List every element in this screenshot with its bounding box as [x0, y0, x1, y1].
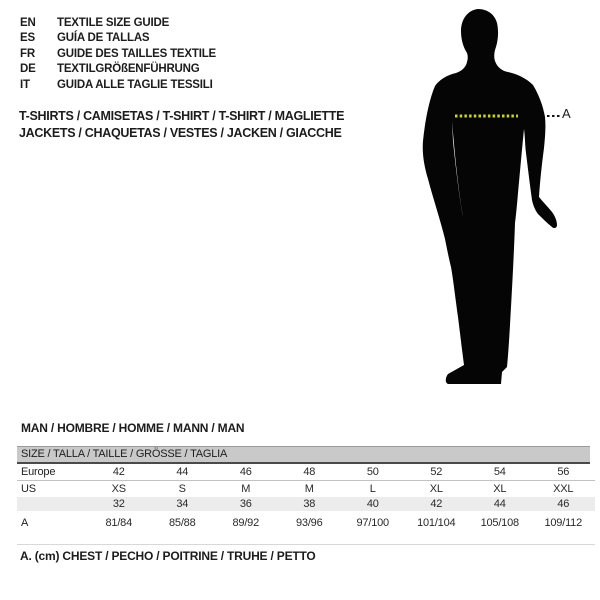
- language-row: [20, 62, 216, 77]
- size-value: M: [241, 483, 251, 495]
- size-table: [17, 446, 595, 545]
- size-value: 81/84: [105, 516, 133, 529]
- row-label: A: [21, 516, 29, 529]
- size-value: XL: [429, 483, 443, 495]
- language-title-list: [20, 16, 216, 93]
- size-value: 42: [430, 498, 443, 510]
- table-row-chest: [17, 511, 595, 532]
- language-code: IT: [20, 78, 30, 91]
- size-value: XS: [111, 483, 126, 495]
- language-code: FR: [20, 47, 35, 60]
- size-value: 101/104: [417, 516, 456, 529]
- language-row: [20, 47, 216, 62]
- size-value: 54: [493, 466, 506, 478]
- size-value: 34: [176, 498, 189, 510]
- size-value: 38: [303, 498, 316, 510]
- man-body-shape: [423, 9, 557, 384]
- size-value: 56: [557, 466, 570, 478]
- size-value: 89/92: [232, 516, 260, 529]
- size-value: 50: [366, 466, 379, 478]
- size-value: 46: [239, 466, 252, 478]
- section-label-man: MAN / HOMBRE / HOMME / MANN / MAN: [21, 421, 245, 435]
- measure-footnote: A. (cm) CHEST / PECHO / POITRINE / TRUHE / PETTO: [20, 549, 316, 563]
- language-row: [20, 31, 216, 46]
- size-value: S: [178, 483, 186, 495]
- size-value: 105/108: [480, 516, 519, 529]
- language-title: GUÍA DE TALLAS: [57, 32, 150, 45]
- size-value: 85/88: [168, 516, 196, 529]
- size-value: 40: [366, 498, 379, 510]
- measure-label-a: A: [562, 106, 571, 121]
- size-value: 93/96: [295, 516, 323, 529]
- language-row: [20, 78, 216, 93]
- man-figure: [418, 5, 568, 387]
- category-jackets: JACKETS / CHAQUETAS / VESTES / JACKEN / GIACCHE: [19, 126, 342, 140]
- table-row-us: [17, 481, 595, 497]
- size-value: 36: [239, 498, 252, 510]
- size-value: 109/112: [544, 516, 583, 529]
- size-value: 52: [430, 466, 443, 478]
- size-value: XXL: [553, 483, 574, 495]
- language-title: GUIDA ALLE TAGLIE TESSILI: [57, 78, 213, 91]
- size-value: 46: [557, 498, 570, 510]
- table-row-europe: [17, 464, 595, 481]
- language-title: TEXTILE SIZE GUIDE: [57, 17, 170, 29]
- size-value: M: [304, 483, 314, 495]
- size-value: 44: [176, 466, 189, 478]
- language-code: EN: [20, 17, 36, 29]
- size-value: 42: [112, 466, 125, 478]
- language-row: [20, 16, 216, 31]
- size-table-header: SIZE / TALLA / TAILLE / GRÖSSE / TAGLIA: [17, 446, 590, 464]
- size-value: L: [369, 483, 376, 495]
- size-value: 32: [112, 498, 125, 510]
- man-silhouette: [418, 5, 568, 387]
- garment-category-lines: [19, 108, 344, 142]
- table-row-numeric: [17, 497, 595, 511]
- language-code: DE: [20, 63, 36, 76]
- category-tshirts: T-SHIRTS / CAMISETAS / T-SHIRT / T-SHIRT / MAGLIETTE: [19, 109, 345, 123]
- size-value: 44: [493, 498, 506, 510]
- size-value: 97/100: [356, 516, 389, 529]
- size-value: XL: [493, 483, 507, 495]
- language-title: TEXTILGRÖßENFÜHRUNG: [57, 63, 200, 76]
- row-label: US: [21, 483, 36, 495]
- row-label: Europe: [21, 466, 56, 478]
- language-title: GUIDE DES TAILLES TEXTILE: [57, 47, 216, 60]
- size-value: 48: [303, 466, 316, 478]
- language-code: ES: [20, 32, 35, 45]
